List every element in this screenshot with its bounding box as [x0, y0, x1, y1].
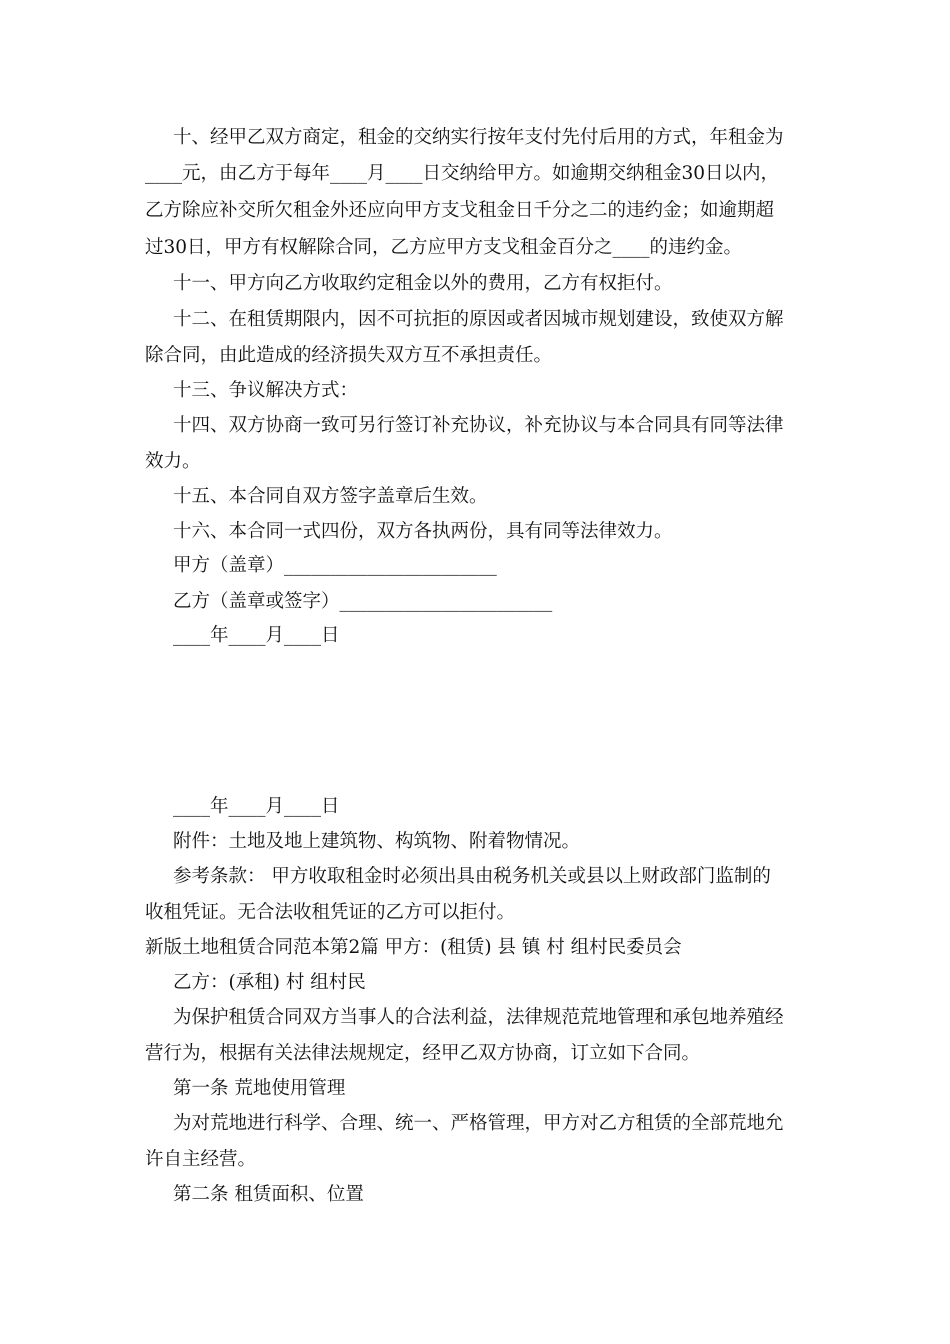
clause-16: 十六、本合同一式四份，双方各执两份，具有同等法律效力。: [173, 521, 673, 542]
article-1-line-2: 许自主经营。: [145, 1149, 257, 1170]
clause-10-line-3: 乙方除应补交所欠租金外还应向甲方支戈租金日千分之二的违约金；如逾期超: [145, 200, 775, 221]
second-contract-party-b: 乙方：(承租) 村 组村民: [173, 972, 366, 993]
second-date: ____年____月____日: [173, 796, 340, 817]
clause-12-line-1: 十二、在租赁期限内，因不可抗拒的原因或者因城市规划建设，致使双方解: [173, 309, 784, 330]
clause-14-line-2: 效力。: [145, 451, 201, 472]
reference-clause-line-2: 收租凭证。无合法收租凭证的乙方可以拒付。: [145, 902, 516, 923]
intro-line-2: 营行为，根据有关法律法规规定，经甲乙双方协商，订立如下合同。: [145, 1043, 701, 1064]
article-1-line-1: 为对荒地进行科学、合理、统一、严格管理，甲方对乙方租赁的全部荒地允: [173, 1113, 784, 1134]
clause-10-line-2: ____元，由乙方于每年____月____日交纳给甲方。如逾期交纳租金30日以内，: [145, 163, 780, 184]
attachment-note: 附件：土地及地上建筑物、构筑物、附着物情况。: [173, 831, 581, 852]
clause-10-line-1: 十、经甲乙双方商定，租金的交纳实行按年支付先付后用的方式，年租金为: [173, 127, 784, 148]
party-b-signature: 乙方（盖章或签字）_______________________: [173, 591, 553, 612]
second-contract-heading: 新版土地租赁合同范本第2篇 甲方：(租赁) 县 镇 村 组村民委员会: [145, 937, 682, 958]
party-a-signature: 甲方（盖章）_______________________: [173, 555, 497, 576]
clause-15: 十五、本合同自双方签字盖章后生效。: [173, 486, 488, 507]
article-2-title: 第二条 租赁面积、位置: [173, 1184, 364, 1205]
intro-line-1: 为保护租赁合同双方当事人的合法利益，法律规范荒地管理和承包地养殖经: [173, 1007, 784, 1028]
clause-14-line-1: 十四、双方协商一致可另行签订补充协议，补充协议与本合同具有同等法律: [173, 415, 784, 436]
reference-clause-line-1: 参考条款： 甲方收取租金时必须出具由税务机关或县以上财政部门监制的: [173, 866, 771, 887]
clause-12-line-2: 除合同，由此造成的经济损失双方互不承担责任。: [145, 345, 553, 366]
signature-date: ____年____月____日: [173, 625, 340, 646]
clause-10-line-4: 过30日，甲方有权解除合同，乙方应甲方支戈租金百分之____的违约金。: [145, 237, 743, 258]
article-1-title: 第一条 荒地使用管理: [173, 1078, 346, 1099]
clause-11: 十一、甲方向乙方收取约定租金以外的费用，乙方有权拒付。: [173, 273, 673, 294]
clause-13: 十三、争议解决方式：: [173, 380, 359, 401]
